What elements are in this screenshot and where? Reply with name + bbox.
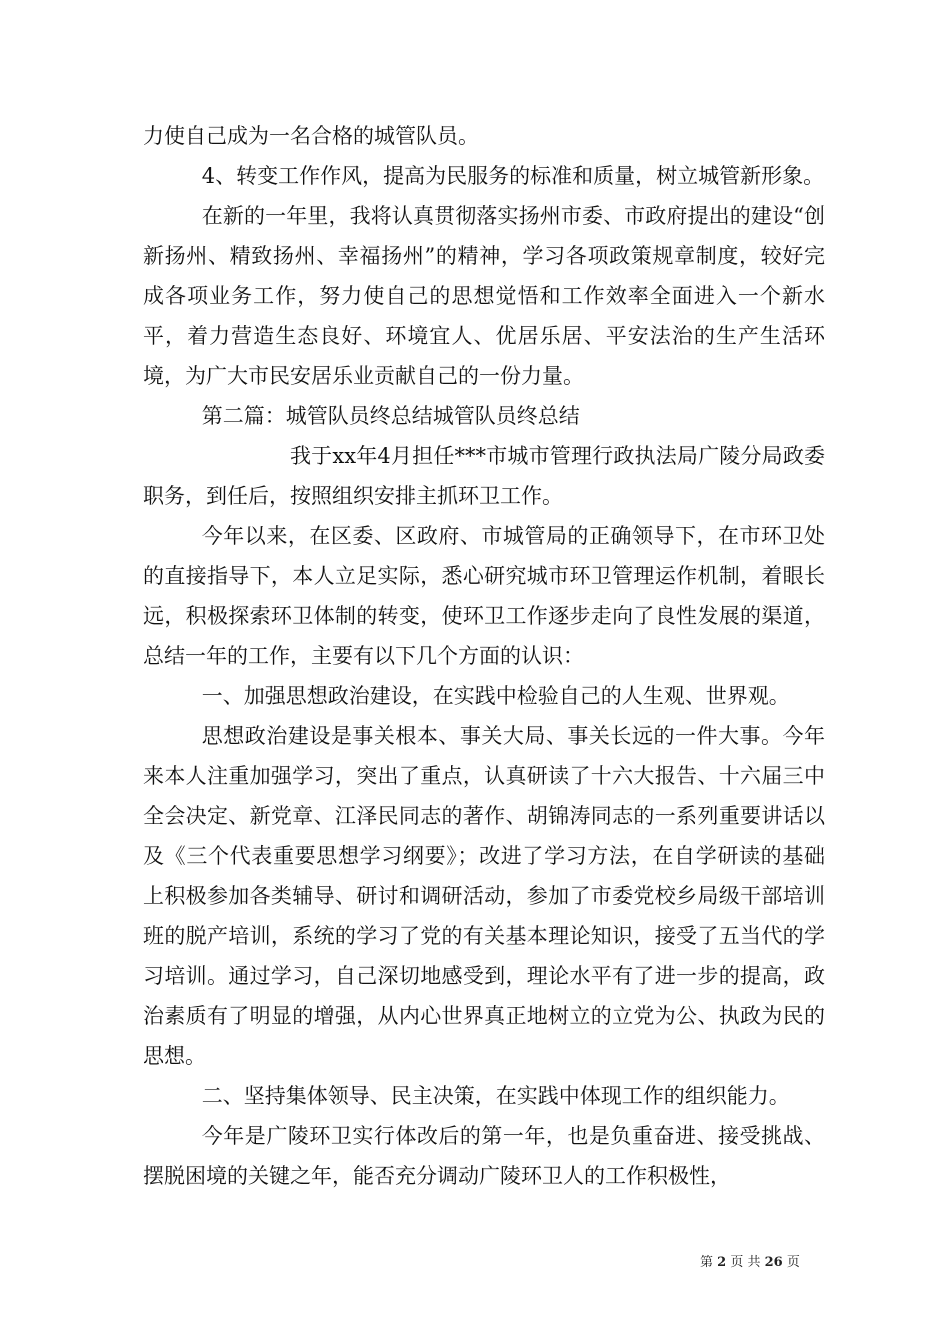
paragraph-political-study: 思想政治建设是事关根本、事关大局、事关长远的一件大事。今年来本人注重加强学习，突出了重点，认真研读了十六大报告、十六届三中全会决定、新党章、江泽民同志的著作、胡锦涛同志的一系列重要讲话以及《三个代表重要思想学习纲要》；改进了学习方法，在自学研读的基础上积极参加各类辅导、研讨和调研活动，参加了市委党校乡局级干部培训班的脱产培训，系统的学习了党的有关基本理论知识，接受了五当代的学习培训。通过学习，自己深切地感受到，理论水平有了进一步的提高，政治素质有了明显的增强，从内心世界真正地树立的立党为公、执政为民的思想。: [143, 724, 825, 1068]
page-number: [700, 1251, 800, 1270]
paragraph-item-4: 4、转变工作作风，提高为民服务的标准和质量，树立城管新形象。: [201, 164, 825, 188]
paragraph-year-overview: 今年以来，在区委、区政府、市城管局的正确领导下，在市环卫处的直接指导下，本人立足实际，悉心研究城市环卫管理运作机制，着眼长远，积极探索环卫体制的转变，使环卫工作逐步走向了良性发展的渠道，总结一年的工作，主要有以下几个方面的认识：: [143, 524, 825, 668]
subheading-collective-leadership: 二、坚持集体领导、民主决策，在实践中体现工作的组织能力。: [201, 1084, 790, 1108]
subheading-political-construction: 一、加强思想政治建设，在实践中检验自己的人生观、世界观。: [201, 684, 790, 708]
section-heading-part-two: 第二篇：城管队员终总结城管队员终总结: [201, 404, 580, 428]
total-pages-number: 26: [764, 1255, 783, 1270]
footer-prefix: 第: [700, 1255, 714, 1270]
document-body: [143, 116, 825, 1196]
paragraph-appointment: 我于xx年4月担任***市城市管理行政执法局广陵分局政委职务，到任后，按照组织安排主抓环卫工作。: [143, 444, 825, 508]
current-page-number: 2: [717, 1255, 727, 1270]
footer-middle: 页 共: [730, 1255, 761, 1270]
paragraph-new-year-plan: 在新的一年里，我将认真贯彻落实扬州市委、市政府提出的建设“创新扬州、精致扬州、幸福扬州”的精神，学习各项政策规章制度，较好完成各项业务工作，努力使自己的思想觉悟和工作效率全面进入一个新水平，着力营造生态良好、环境宜人、优居乐居、平安法治的生产生活环境，为广大市民安居乐业贡献自己的一份力量。: [143, 204, 825, 388]
footer-suffix: 页: [786, 1255, 800, 1270]
paragraph-reform-year: 今年是广陵环卫实行体改后的第一年，也是负重奋进、接受挑战、摆脱困境的关键之年，能否充分调动广陵环卫人的工作积极性，: [143, 1124, 825, 1188]
paragraph-continuation: 力使自己成为一名合格的城管队员。: [143, 124, 479, 148]
